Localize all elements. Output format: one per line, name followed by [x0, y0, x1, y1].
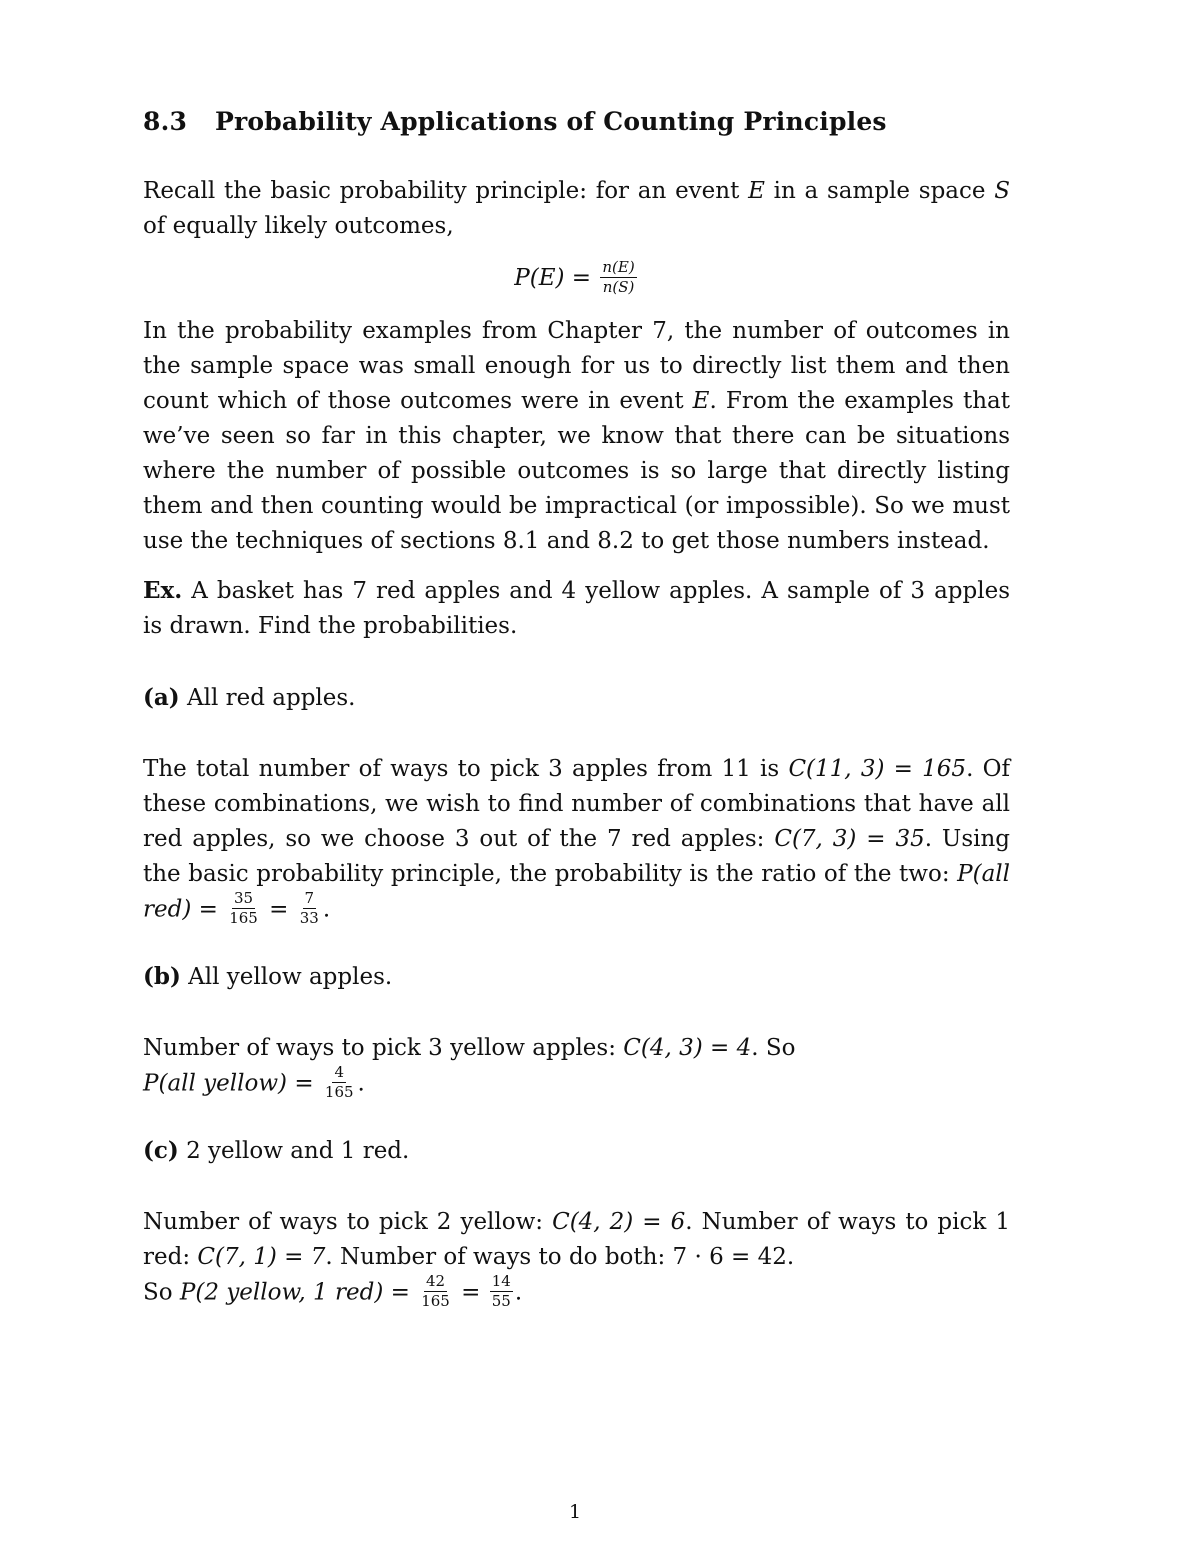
part-b-prompt [143, 959, 1010, 995]
formula-numerator: n(E) [602, 257, 635, 276]
fraction-denominator: 33 [299, 909, 319, 927]
fraction [227, 890, 260, 927]
fraction-denominator: 165 [229, 909, 258, 927]
solution-text: . Number of ways to do both: [325, 1244, 673, 1270]
part-a-prompt [143, 680, 1010, 716]
solution-text: . [357, 1070, 365, 1097]
counting-paragraph [143, 314, 1010, 559]
fraction-numerator: 4 [334, 1063, 344, 1081]
sample-space-variable: S [994, 178, 1011, 204]
solution-text: . [786, 1244, 795, 1270]
paragraph-text: . From the examples that we’ve seen so far in this chapter, we know that there can be situations where the number of possible outcomes is so large that directly listing them and then counting would be impractical (or impossible). So we must use the techniques of sections 8.1 and 8.2 to get those numbers instead. [143, 388, 1010, 554]
fraction [323, 1064, 356, 1101]
probability-formula [143, 248, 1010, 308]
fraction [490, 1273, 513, 1310]
math-expression: 7 · 6 = 42 [672, 1244, 787, 1270]
part-c-solution [143, 1205, 1010, 1275]
equals-sign: = [261, 896, 296, 923]
part-c-prompt-text: 2 yellow and 1 red. [178, 1138, 410, 1164]
formula-lhs: P(E) = [514, 265, 599, 291]
document-page [143, 104, 1010, 1312]
math-expression: C(7, 3) = 35 [774, 826, 925, 852]
fraction [419, 1273, 452, 1310]
part-c-prompt [143, 1133, 1010, 1169]
fraction-numerator: 14 [491, 1272, 511, 1290]
math-expression: P(all red) = [143, 861, 1010, 923]
fraction-numerator: 42 [425, 1272, 446, 1290]
fraction [298, 890, 321, 927]
solution-text: Number of ways to pick 2 yellow: [143, 1209, 553, 1235]
section-number: 8.3 [143, 107, 188, 136]
example-label: Ex. [143, 577, 183, 604]
part-c-conclusion [143, 1272, 1010, 1312]
event-variable: E [748, 178, 765, 204]
part-c-label: (c) [143, 1137, 179, 1164]
part-a-solution [143, 752, 1010, 929]
paragraph-text: In the probability examples from Chapter 7, the number of outcomes in the sample space was small enough for us to directly list them and then count which of those outcomes were in event [143, 318, 1010, 414]
section-title: Probability Applications of Counting Principles [215, 107, 887, 136]
fraction-denominator: 165 [324, 1083, 354, 1101]
event-variable: E [692, 388, 710, 414]
page-number: 1 [568, 1501, 582, 1523]
solution-text: . Of these combinations, we wish to find number of combinations that have all red apples, so we choose 3 out of the 7 red apples: [143, 756, 1010, 852]
math-expression: C(7, 1) = 7 [197, 1244, 326, 1270]
formula-fraction [600, 259, 636, 296]
solution-text: So [143, 1279, 180, 1306]
intro-text: in a sample space [764, 178, 995, 204]
part-b-label: (b) [143, 963, 181, 990]
equals-sign: = [453, 1279, 488, 1306]
part-b-solution [143, 1031, 1010, 1103]
intro-paragraph [143, 174, 1010, 244]
fraction-denominator: 165 [421, 1292, 450, 1310]
solution-text: . [514, 1279, 523, 1306]
math-expression: P(all yellow) = [143, 1070, 321, 1097]
solution-text: Number of ways to pick 3 yellow apples: [143, 1035, 624, 1061]
formula-denominator: n(S) [602, 277, 635, 296]
fraction-numerator: 35 [233, 889, 254, 907]
example-text: A basket has 7 red apples and 4 yellow apples. A sample of 3 apples is drawn. Find the probabilities. [143, 578, 1010, 639]
section-heading [143, 104, 1010, 140]
math-expression: C(4, 2) = 6 [552, 1209, 686, 1235]
math-expression: P(2 yellow, 1 red) = [179, 1279, 418, 1306]
part-a-prompt-text: All red apples. [179, 685, 356, 711]
example-statement [143, 573, 1010, 644]
solution-text: . [322, 896, 331, 923]
part-a-label: (a) [143, 684, 180, 711]
intro-text: Recall the basic probability principle: for an event [143, 178, 749, 204]
part-b-prompt-text: All yellow apples. [180, 964, 393, 990]
fraction-denominator: 55 [491, 1292, 511, 1310]
math-expression: C(11, 3) = 165 [788, 756, 967, 782]
fraction-numerator: 7 [304, 889, 315, 907]
solution-text: . Number of ways to pick 1 red: [143, 1209, 1011, 1270]
solution-text: . Using the basic probability principle, the probability is the ratio of the two: [143, 826, 1011, 887]
solution-text: . So [751, 1035, 796, 1061]
solution-text: The total number of ways to pick 3 apples from 11 is [143, 756, 789, 782]
intro-text: of equally likely outcomes, [143, 213, 454, 239]
math-expression: C(4, 3) = 4 [623, 1035, 752, 1061]
